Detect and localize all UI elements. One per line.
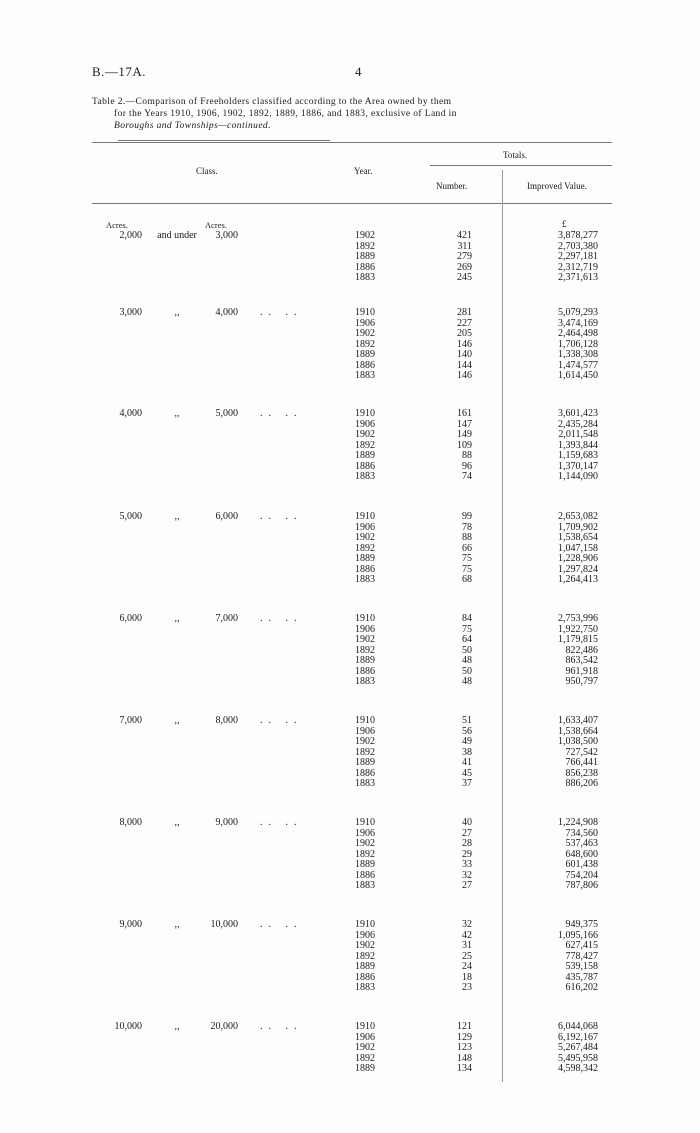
class-to: 6,000 (215, 511, 238, 522)
year-cell: 1889 (355, 655, 375, 666)
value-cell: 2,371,613 (558, 272, 598, 283)
number-cell: 48 (462, 655, 472, 666)
number-cell: 269 (457, 261, 472, 273)
table-row (0, 574, 700, 585)
value-cell: 2,011,548 (558, 429, 598, 440)
value-cell: 856,238 (565, 767, 598, 779)
number-cell: 33 (462, 859, 472, 870)
value-cell: 539,158 (565, 961, 598, 972)
value-cell: 435,787 (565, 971, 598, 983)
value-cell: 1,038,500 (558, 736, 598, 747)
table-row (0, 919, 700, 930)
year-cell: 1906 (355, 623, 375, 635)
table-row (0, 1032, 700, 1043)
value-cell: 627,415 (565, 940, 598, 951)
year-cell: 1902 (355, 532, 375, 543)
year-cell: 1886 (355, 261, 375, 273)
value-cell: 3,474,169 (558, 317, 598, 329)
table-row (0, 747, 700, 758)
year-cell: 1910 (355, 715, 375, 726)
number-cell: 48 (462, 676, 472, 687)
number-cell: 50 (462, 644, 472, 656)
value-cell: 1,538,654 (558, 532, 598, 543)
value-cell: 1,474,577 (558, 359, 598, 371)
year-cell: 1906 (355, 929, 375, 941)
table-row (0, 349, 700, 360)
value-cell: 2,753,996 (558, 613, 598, 624)
table-row (0, 757, 700, 768)
number-cell: 140 (457, 349, 472, 360)
year-cell: 1883 (355, 370, 375, 381)
value-cell: 1,922,750 (558, 623, 598, 635)
number-cell: 32 (462, 869, 472, 881)
table-row (0, 859, 700, 870)
year-cell: 1906 (355, 1031, 375, 1043)
class-separator: ,, (174, 613, 180, 624)
year-cell: 1910 (355, 307, 375, 318)
value-cell: 4,598,342 (558, 1063, 598, 1074)
leader-dots: .. .. (260, 307, 303, 318)
value-cell: 3,601,423 (558, 408, 598, 419)
number-cell: 31 (462, 940, 472, 951)
table-row (0, 655, 700, 666)
table-row (0, 849, 700, 860)
totals-rule (430, 165, 612, 166)
table-title (92, 96, 632, 132)
value-cell: 727,542 (565, 746, 598, 758)
value-cell: 1,709,902 (558, 521, 598, 533)
value-cell: 1,179,815 (558, 634, 598, 645)
leader-dots: .. .. (260, 613, 303, 624)
value-cell: 6,192,167 (558, 1031, 598, 1043)
number-cell: 29 (462, 848, 472, 860)
year-cell: 1902 (355, 1042, 375, 1053)
title-line-2: for the Years 1910, 1906, 1902, 1892, 1889, 1886, and 1883, exclusive of Land in (114, 109, 457, 119)
value-cell: 2,464,498 (558, 328, 598, 339)
number-cell: 75 (462, 553, 472, 564)
number-cell: 149 (457, 429, 472, 440)
year-cell: 1883 (355, 676, 375, 687)
table-row (0, 1021, 700, 1032)
class-to: 4,000 (215, 307, 238, 318)
table-row (0, 307, 700, 318)
number-cell: 56 (462, 725, 472, 737)
number-cell: 109 (457, 439, 472, 451)
year-cell: 1889 (355, 553, 375, 564)
number-cell: 129 (457, 1031, 472, 1043)
year-cell: 1883 (355, 272, 375, 283)
number-cell: 24 (462, 961, 472, 972)
year-cell: 1889 (355, 961, 375, 972)
year-cell: 1910 (355, 511, 375, 522)
table-row (0, 429, 700, 440)
table-row (0, 1063, 700, 1074)
table-row (0, 961, 700, 972)
number-cell: 75 (462, 563, 472, 575)
value-cell: 863,542 (565, 655, 598, 666)
class-to: 9,000 (215, 817, 238, 828)
table-row (0, 450, 700, 461)
year-cell: 1886 (355, 460, 375, 472)
leader-dots: .. .. (260, 817, 303, 828)
table-row (0, 339, 700, 350)
value-cell: 1,706,128 (558, 338, 598, 350)
year-cell: 1902 (355, 940, 375, 951)
number-heading: Number. (436, 181, 468, 191)
table-row (0, 676, 700, 687)
table-row (0, 1042, 700, 1053)
table-row (0, 328, 700, 339)
value-cell: 1,633,407 (558, 715, 598, 726)
class-to: 7,000 (215, 613, 238, 624)
value-cell: 5,267,484 (558, 1042, 598, 1053)
value-cell: 1,264,413 (558, 574, 598, 585)
table-row (0, 870, 700, 881)
year-cell: 1886 (355, 869, 375, 881)
value-cell: 822,486 (565, 644, 598, 656)
value-cell: 1,144,090 (558, 471, 598, 482)
table-row (0, 930, 700, 941)
leader-dots: .. .. (260, 715, 303, 726)
table-row (0, 880, 700, 891)
table-row (0, 613, 700, 624)
year-cell: 1902 (355, 328, 375, 339)
acres-to-label: Acres. (205, 220, 227, 230)
class-separator: ,, (174, 408, 180, 419)
number-cell: 49 (462, 736, 472, 747)
class-separator: ,, (174, 1021, 180, 1032)
value-cell: 6,044,068 (558, 1021, 598, 1032)
table-row (0, 715, 700, 726)
year-cell: 1892 (355, 338, 375, 350)
value-cell: 2,703,380 (558, 240, 598, 252)
year-cell: 1910 (355, 817, 375, 828)
table-row (0, 419, 700, 430)
table-row (0, 251, 700, 262)
number-cell: 41 (462, 757, 472, 768)
table-row (0, 726, 700, 737)
number-cell: 50 (462, 665, 472, 677)
class-from: 6,000 (119, 613, 142, 624)
page-number: 4 (355, 64, 362, 79)
table-row (0, 230, 700, 241)
class-to: 8,000 (215, 715, 238, 726)
year-cell: 1892 (355, 848, 375, 860)
table-row (0, 408, 700, 419)
number-cell: 421 (457, 230, 472, 241)
value-cell: 5,495,958 (558, 1052, 598, 1064)
table-row (0, 461, 700, 472)
value-cell: 766,441 (565, 757, 598, 768)
value-cell: 778,427 (565, 950, 598, 962)
table-row (0, 982, 700, 993)
year-cell: 1883 (355, 880, 375, 891)
value-cell: 1,338,308 (558, 349, 598, 360)
number-cell: 144 (457, 359, 472, 371)
number-cell: 96 (462, 460, 472, 472)
year-cell: 1889 (355, 450, 375, 461)
totals-heading: Totals. (503, 150, 528, 160)
number-cell: 40 (462, 817, 472, 828)
number-cell: 78 (462, 521, 472, 533)
table-row (0, 838, 700, 849)
value-cell: 1,614,450 (558, 370, 598, 381)
header-bottom-rule (92, 203, 612, 204)
class-separator: ,, (174, 919, 180, 930)
number-cell: 75 (462, 623, 472, 635)
number-cell: 28 (462, 838, 472, 849)
document-code: B.—17A. (92, 64, 147, 79)
value-cell: 3,878,277 (558, 230, 598, 241)
year-cell: 1892 (355, 746, 375, 758)
year-cell: 1902 (355, 838, 375, 849)
value-cell: 616,202 (565, 982, 598, 993)
number-cell: 148 (457, 1052, 472, 1064)
year-cell: 1906 (355, 418, 375, 430)
table-row (0, 736, 700, 747)
table-row (0, 972, 700, 983)
number-cell: 45 (462, 767, 472, 779)
year-cell: 1886 (355, 665, 375, 677)
year-cell: 1889 (355, 1063, 375, 1074)
number-cell: 147 (457, 418, 472, 430)
title-line-1: Table 2.—Comparison of Freeholders classified according to the Area owned by them (92, 97, 452, 107)
table-row (0, 940, 700, 951)
number-cell: 205 (457, 328, 472, 339)
year-cell: 1886 (355, 563, 375, 575)
leader-dots: .. .. (260, 919, 303, 930)
year-cell: 1889 (355, 859, 375, 870)
value-heading: Improved Value. (527, 181, 587, 191)
number-cell: 88 (462, 532, 472, 543)
year-cell: 1892 (355, 1052, 375, 1064)
year-heading: Year. (354, 166, 373, 176)
value-cell: 787,806 (565, 880, 598, 891)
leader-dots: .. .. (260, 408, 303, 419)
year-cell: 1889 (355, 757, 375, 768)
table-row (0, 778, 700, 789)
table-row (0, 624, 700, 635)
number-cell: 161 (457, 408, 472, 419)
class-to: 20,000 (210, 1021, 238, 1032)
value-cell: 537,463 (565, 838, 598, 849)
number-cell: 32 (462, 919, 472, 930)
class-heading: Class. (196, 166, 218, 176)
number-cell: 64 (462, 634, 472, 645)
year-cell: 1906 (355, 521, 375, 533)
year-cell: 1902 (355, 429, 375, 440)
year-cell: 1889 (355, 251, 375, 262)
number-cell: 25 (462, 950, 472, 962)
year-cell: 1886 (355, 359, 375, 371)
number-cell: 99 (462, 511, 472, 522)
year-cell: 1892 (355, 240, 375, 252)
class-to: 5,000 (215, 408, 238, 419)
table-row (0, 951, 700, 962)
class-from: 10,000 (114, 1021, 142, 1032)
table-row (0, 522, 700, 533)
value-cell: 601,438 (565, 859, 598, 870)
value-cell: 886,206 (565, 778, 598, 789)
acres-from-label: Acres. (106, 220, 128, 230)
year-cell: 1910 (355, 919, 375, 930)
value-cell: 734,560 (565, 827, 598, 839)
number-cell: 74 (462, 471, 472, 482)
number-cell: 84 (462, 613, 472, 624)
year-cell: 1892 (355, 950, 375, 962)
value-cell: 1,370,147 (558, 460, 598, 472)
class-from: 5,000 (119, 511, 142, 522)
year-cell: 1906 (355, 317, 375, 329)
value-cell: 1,095,166 (558, 929, 598, 941)
table-row (0, 645, 700, 656)
value-cell: 1,538,664 (558, 725, 598, 737)
class-separator: ,, (174, 307, 180, 318)
year-cell: 1892 (355, 439, 375, 451)
class-separator: ,, (174, 511, 180, 522)
class-from: 4,000 (119, 408, 142, 419)
table-row (0, 241, 700, 252)
year-cell: 1906 (355, 827, 375, 839)
number-cell: 27 (462, 827, 472, 839)
value-cell: 2,297,181 (558, 251, 598, 262)
number-cell: 121 (457, 1021, 472, 1032)
leader-dots: .. .. (260, 511, 303, 522)
number-cell: 88 (462, 450, 472, 461)
class-separator: ,, (174, 817, 180, 828)
table-row (0, 360, 700, 371)
value-cell: 949,375 (565, 919, 598, 930)
number-cell: 37 (462, 778, 472, 789)
year-cell: 1883 (355, 574, 375, 585)
value-cell: 2,435,284 (558, 418, 598, 430)
number-cell: 51 (462, 715, 472, 726)
number-cell: 23 (462, 982, 472, 993)
title-line-3: Boroughs and Townships—continued. (114, 121, 271, 131)
number-cell: 27 (462, 880, 472, 891)
year-cell: 1886 (355, 767, 375, 779)
table-row (0, 666, 700, 677)
year-cell: 1906 (355, 725, 375, 737)
number-cell: 38 (462, 746, 472, 758)
year-cell: 1892 (355, 542, 375, 554)
title-underline (118, 140, 330, 141)
value-cell: 1,047,158 (558, 542, 598, 554)
number-cell: 146 (457, 370, 472, 381)
value-cell: 754,204 (565, 869, 598, 881)
year-cell: 1889 (355, 349, 375, 360)
year-cell: 1883 (355, 778, 375, 789)
class-from: 2,000 (119, 230, 142, 241)
table-row (0, 828, 700, 839)
value-cell: 5,079,293 (558, 307, 598, 318)
year-cell: 1902 (355, 230, 375, 241)
year-cell: 1902 (355, 634, 375, 645)
class-to: 10,000 (210, 919, 238, 930)
year-cell: 1910 (355, 408, 375, 419)
number-cell: 66 (462, 542, 472, 554)
value-cell: 1,224,908 (558, 817, 598, 828)
table-row (0, 318, 700, 329)
number-cell: 146 (457, 338, 472, 350)
number-cell: 42 (462, 929, 472, 941)
class-from: 7,000 (119, 715, 142, 726)
table-row (0, 440, 700, 451)
value-cell: 961,918 (565, 665, 598, 677)
class-separator: ,, (174, 715, 180, 726)
table-row (0, 768, 700, 779)
year-cell: 1886 (355, 971, 375, 983)
value-cell: 2,312,719 (558, 261, 598, 273)
pound-sign: £ (562, 219, 567, 229)
table-row (0, 1053, 700, 1064)
table-row (0, 262, 700, 273)
table-row (0, 511, 700, 522)
number-cell: 18 (462, 971, 472, 983)
class-separator: and under (157, 230, 197, 241)
number-cell: 245 (457, 272, 472, 283)
table-row (0, 370, 700, 381)
value-cell: 1,159,683 (558, 450, 598, 461)
class-from: 3,000 (119, 307, 142, 318)
number-cell: 227 (457, 317, 472, 329)
table-row (0, 553, 700, 564)
table-row (0, 471, 700, 482)
table-row (0, 272, 700, 283)
value-cell: 1,393,844 (558, 439, 598, 451)
class-from: 9,000 (119, 919, 142, 930)
year-cell: 1883 (355, 982, 375, 993)
table-row (0, 817, 700, 828)
value-cell: 1,228,906 (558, 553, 598, 564)
value-cell: 950,797 (565, 676, 598, 687)
year-cell: 1910 (355, 1021, 375, 1032)
year-cell: 1883 (355, 471, 375, 482)
year-cell: 1892 (355, 644, 375, 656)
class-from: 8,000 (119, 817, 142, 828)
number-cell: 279 (457, 251, 472, 262)
number-cell: 68 (462, 574, 472, 585)
value-cell: 1,297,824 (558, 563, 598, 575)
table-row (0, 532, 700, 543)
leader-dots: .. .. (260, 1021, 303, 1032)
number-cell: 311 (457, 240, 472, 252)
value-cell: 648,600 (565, 848, 598, 860)
number-cell: 134 (457, 1063, 472, 1074)
year-cell: 1910 (355, 613, 375, 624)
number-cell: 123 (457, 1042, 472, 1053)
header-top-rule (92, 142, 612, 143)
number-cell: 281 (457, 307, 472, 318)
year-cell: 1902 (355, 736, 375, 747)
value-cell: 2,653,082 (558, 511, 598, 522)
table-row (0, 564, 700, 575)
table-row (0, 543, 700, 554)
table-row (0, 634, 700, 645)
class-to: 3,000 (215, 230, 238, 241)
